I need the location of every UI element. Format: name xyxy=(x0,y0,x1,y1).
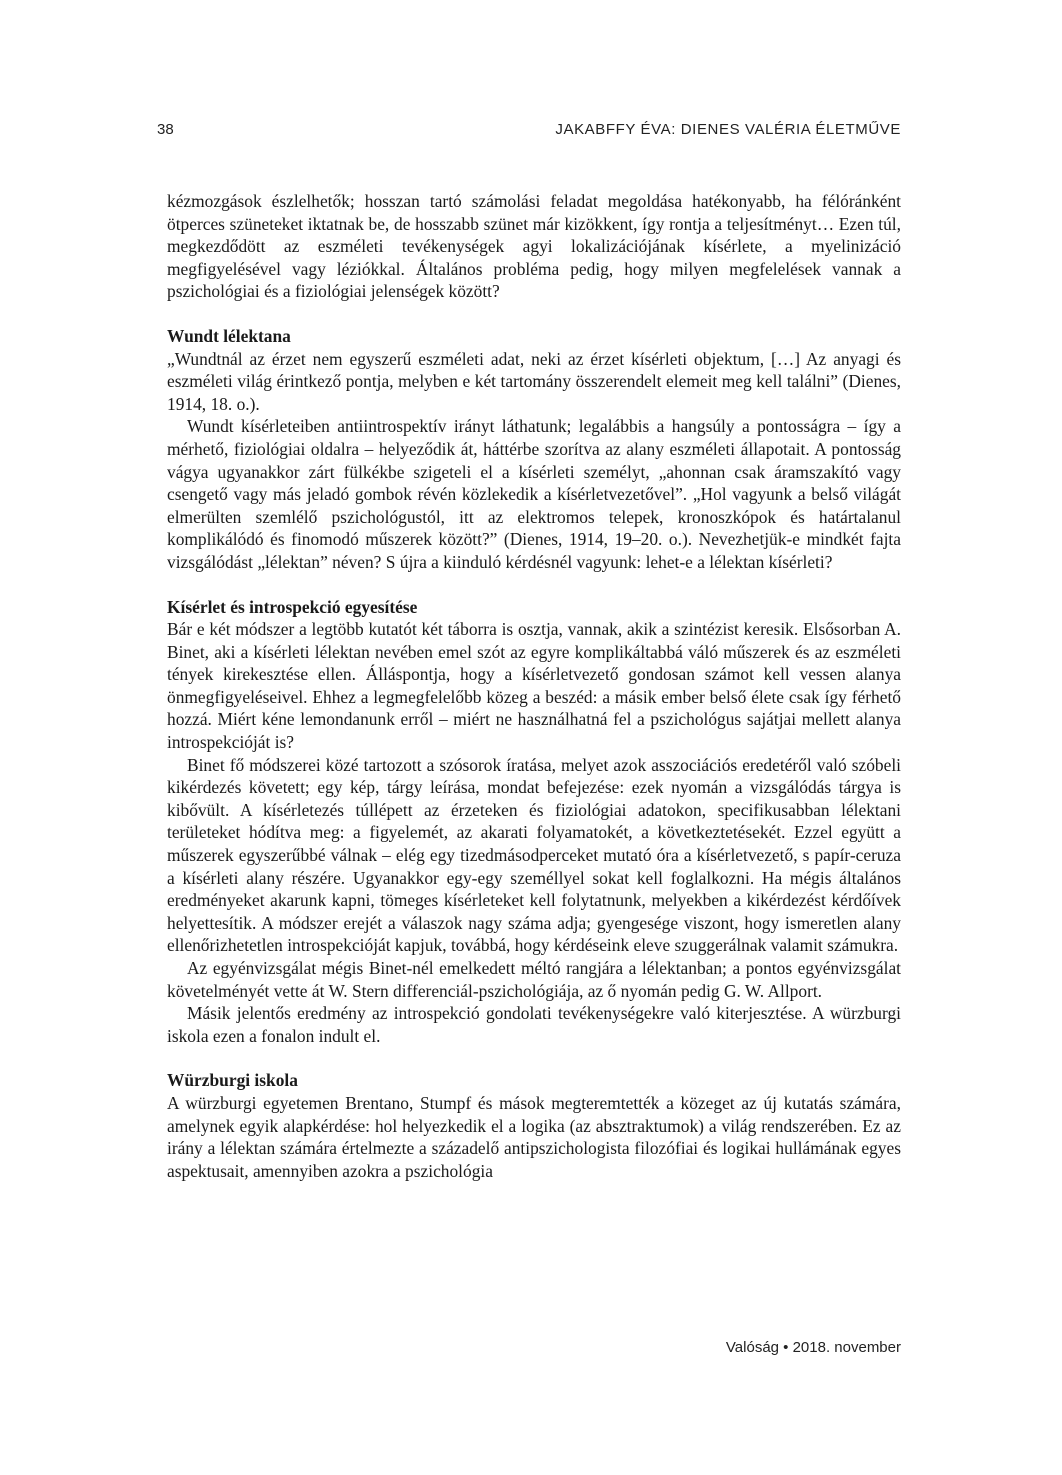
paragraph: Bár e két módszer a legtöbb kutatót két táborra is osztja, vannak, akik a szintézist keresik. Elsősorban A. Binet, aki a kísérleti lélektan nevében emel szót az egyre komplikáltabbá váló műszerek és az eszméleti tények kirekesztése ellen. Álláspontja, hogy a kísérletvezető gondosan számot kell vessen alanya önmegfigyeléseivel. Ehhez a legmegfelelőbb közeg a beszéd: a másik ember belső élete csak így férhető hozzá. Miért kéne lemondanunk erről – miért ne használhatná fel a pszichológus sajátjai mellett alanya introspekcióját is? xyxy=(167,619,901,753)
section-heading-kiserlet: Kísérlet és introspekció egyesítése xyxy=(167,596,418,617)
intro-paragraph: kézmozgások észlelhetők; hosszan tartó számolási feladat megoldása hatékonyabb, ha félóránként ötperces szüneteket iktatnak be, de hosszabb szünet már kizökkent, így rontja a teljesítményt… Ezen túl, megkezdődött az eszméleti tevékenységek agyi lokalizációjának kísérlete, a myelinizáció megfigyelésével vagy léziókkal. Általános probléma pedig, hogy milyen megfelelések vannak a pszichológiai és a fiziológiai jelenségek között? xyxy=(167,191,901,302)
page-footer: Valóság • 2018. november xyxy=(725,1339,901,1356)
section-heading-wundt: Wundt lélektana xyxy=(167,325,291,346)
page-number: 38 xyxy=(157,121,174,138)
paragraph: Másik jelentős eredmény az introspekció gondolati tevékenységekre való kiterjesztése. A würzburgi iskola ezen a fonalon indult el. xyxy=(167,1003,901,1046)
paragraph: „Wundtnál az érzet nem egyszerű eszméleti adat, neki az érzet kísérleti objektum, […] Az anyagi és eszméleti világ érintkező pontja, melyben e két tartomány összerendelt elemeit meg kell találni” (Dienes, 1914, 18. o.). xyxy=(167,348,901,414)
page-header xyxy=(157,121,901,147)
paragraph: Az egyénvizsgálat mégis Binet-nél emelkedett méltó rangjára a lélektanban; a pontos egyénvizsgálat követelményét vette át W. Stern differenciál-pszichológiája, az ő nyomán pedig G. W. Allport. xyxy=(167,958,901,1001)
section-heading-wurzburgi: Würzburgi iskola xyxy=(167,1070,298,1091)
paragraph: A würzburgi egyetemen Brentano, Stumpf és mások megteremtették a közeget az új kutatás számára, amelynek egyik alapkérdése: hol helyezkedik el a logika (az absztraktumok) a világ rendszerében. Ez az irány a lélektan számára értelmezte a századelő antipszichologista filozófiai és logikai hullámának egyes aspektusait, amennyiben azokra a pszichológia xyxy=(167,1092,901,1181)
paragraph: Binet fő módszerei közé tartozott a szósorok íratása, melyet azok asszociációs eredetéről való szóbeli kikérdezés követett; egy kép, tárgy leírása, mondat befejezése: ezek nyomán a vizsgálódás tárgya is kibővült. A kísérletezés túllépett az érzeteken és fiziológiai adatokon, specifikusabban lélektani területeket hódítva meg: a figyelemét, az akarati folyamatokét, a következtetésekét. Ezzel együtt a műszerek egyszerűbbé válnak – elég egy tizedmásodperceket mutató óra a kísérletvezető, s papír-ceruza a kísérleti alany részére. Ugyanakkor egy-egy személlyel sokat kell foglalkozni. Ha mégis általános eredményeket akarunk kapni, tömeges kísérleteket kell folytatnunk, melyekben a kikérdezést kérdőívek helyettesítik. A módszer erejét a válaszok nagy száma adja; gyengesége viszont, hogy ismeretlen alany ellenőrizhetetlen introspekcióját kapjuk, továbbá, hogy kérdéseink eleve szuggerálnak valamit számukra. xyxy=(167,754,901,956)
article-body xyxy=(167,190,901,1182)
running-title: JAKABFFY ÉVA: DIENES VALÉRIA ÉLETMŰVE xyxy=(555,121,901,138)
paragraph: Wundt kísérleteiben antiintrospektív irányt láthatunk; legalábbis a hangsúly a pontosságra – így a mérhető, fiziológiai oldalra – helyeződik át, háttérbe szorítva az alany eszméleti állapotait. A pontosság vágya ugyanakkor zárt fülkékbe szigeteli el a kísérleti személyt, „ahonnan csak áramszakító vagy csengető vagy más jeladó gombok révén közlekedik a kísérletvezetővel”. „Hol vagyunk a belső világát elmerülten szemlélő pszichológustól, itt az elektromos telepek, kronoszkópok és határtalanul komplikálódó és finomodó műszerek között?” (Dienes, 1914, 19–20. o.). Nevezhetjük-e mindkét fajta vizsgálódást „lélektan” néven? S újra a kiinduló kérdésnél vagyunk: lehet-e a lélektan kísérleti? xyxy=(167,416,901,572)
